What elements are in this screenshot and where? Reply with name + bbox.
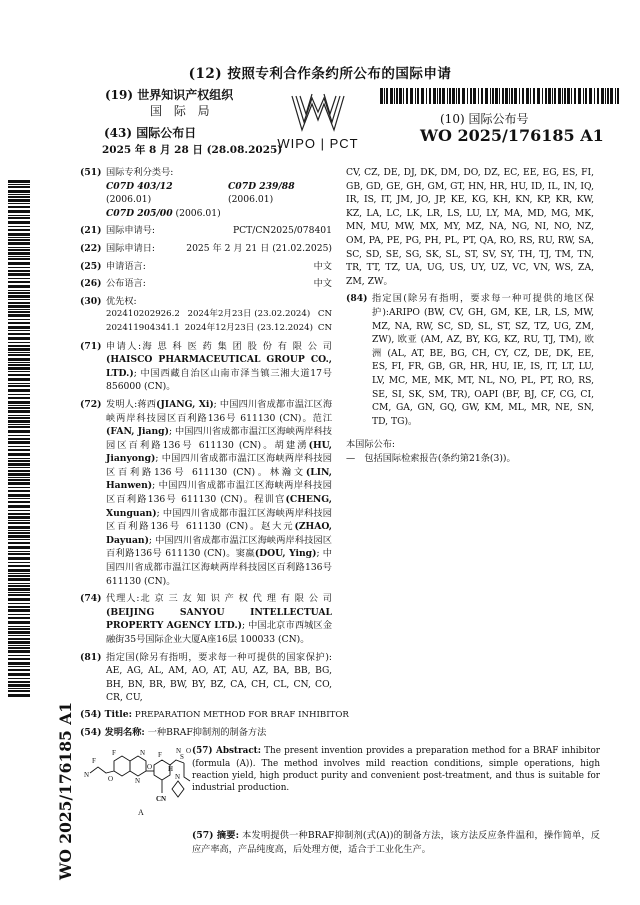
right-column [346,166,594,465]
section-72: (72) 发明人:蒋西(JIANG, Xi); 中国四川省成都市温江区海峡两岸科技园区百利路136号 611130 (CN)。范江(FAN, Jiang); 中国四川省成都市温江区海峡两岸科技园区百利路136号 611130 (CN)。胡建湧(HU, Jianyong); 中国四川省成都市温江区海峡两岸科技园区百利路136号 611130 (CN)。林瀚文(LIN, Hanwen); 中国四川省成都市温江区海峡两岸科技园区百利路136号 611130 (CN)。程训官(CHENG, Xunguan); 中国四川省成都市温江区海峡两岸科技园区百利路136号 611130 (CN)。赵大元(ZHAO, Dayuan); 中国四川省成都市温江区海峡两岸科技园区百利路136号 611130 (CN)。窦嬴(DOU, Ying); 中国四川省成都市温江区海峡两岸科技园区百利路136号 611130 (CN)。 [80,398,333,587]
pub-number-label: (10) 国际公布号 [440,112,529,126]
application-number: PCT/CN2025/078401 [232,225,332,237]
side-barcode [8,180,30,704]
logo-text: WIPO | PCT [277,136,359,151]
inventor-name: 胡建湧 [274,439,309,451]
section-51: (51) 国际专利分类号: C07D 403/12 (2006.01) C07D 239/88 (2006.01) C07D 205/00 (2006.01) [80,166,332,220]
section-30: (30) 优先权: 202410202926.2 2024年2月23日 (23.02.2024) CN 202411904341.1 2024年12月23日 (23.12.2024) CN [80,295,332,333]
inventor-name: 赵大元 [261,521,295,533]
atom-label: N [84,771,90,780]
atom-label: H [168,765,174,774]
atom-label: F [158,751,162,760]
org-bureau: 国 际 局 [150,104,214,118]
atom-label: O [186,747,192,756]
atom-label: O [108,775,114,784]
inventor-name: 蒋西 [137,398,157,410]
inventor-name: 范江 [312,412,333,424]
atom-label: N [135,777,141,786]
atom-label: F [112,749,116,758]
section-21: (21) 国际申请号: PCT/CN2025/078401 [80,225,332,237]
published-item: — 包括国际检索报告(条约第21条(3))。 [346,452,516,464]
barcode-icon [380,88,620,104]
filing-date: 2025 年 2 月 21 日 (21.02.2025) [186,242,332,254]
inventor-name: 窦嬴 [235,548,255,560]
header-barcode [380,88,620,108]
org-name: (19) 世界知识产权组织 [105,88,234,102]
designated-states: AE, AG, AL, AM, AO, AT, AU, AZ, BA, BB, BG, BH, BN, BR, BW, BY, BZ, CA, CH, CL, CN, CO, CR, CU, [106,665,332,704]
wipo-emblem-icon [262,90,374,154]
section-84: (84) 指定国(除另有指明，要求每一种可提供的地区保护):ARIPO (BW, CV, GH, GM, KE, LR, LS, MW, MZ, NA, RW, SC, SD, SL, ST, SZ, TZ, UG, ZM, ZW), 欧亚 (AM, AZ, BY, KG, KZ, RU, TJ, TM), 欧洲 (AL, AT, BE, BG, CH, CY, CZ, DE, DK, EE, ES, FI, FR, GB, GR, HR, HU, IE, IS, IT, LT, LU, LV, MC, ME, MK, MT, NL, NO, PL, PT, RO, RS, SE, SI, SK, SM, TR), OAPI (BF, BJ, CF, CG, CI, CM, GA, GN, GQ, GW, KM, ML, MR, NE, SN, TD, TG)。 [346,293,594,427]
ipc-label: 国际专利分类号: [106,167,174,178]
abstract-en: (57) Abstract: The present invention provides a preparation method for a BRAF inhibitor (formula (A)). The method involves mild reaction conditions, simple operations, high reaction yield, high product purity and convenient post-treatment, and thus is suitable for industrial production. [192,746,601,794]
wipo-pct-logo [262,90,374,158]
pub-date: 2025 年 8 月 28 日 (28.08.2025) [102,144,283,156]
pub-number: WO 2025/176185 A1 [420,126,604,145]
pub-date-label: (43) 国际公布日 [104,126,197,140]
side-pub-number: WO 2025/176185 A1 [56,701,75,880]
atom-label: N [175,773,181,782]
designated-states-cont: CV, CZ, DE, DJ, DK, DM, DO, DZ, EC, EE, EG, ES, FI, GB, GD, GE, GH, GM, GT, HN, HR, HU, ID, IL, IN, IQ, IR, IS, IT, JM, JO, JP, KE, KG, KH, KN, KP, KR, KW, KZ, LA, LC, LK, LR, LS, LU, LY, MA, MD, MG, MK, MN, MU, MW, MX, MY, MZ, NA, NG, NI, NO, NZ, OM, PA, PE, PG, PH, PL, PT, QA, RO, RS, RU, RW, SA, SC, SD, SE, SG, SK, SL, ST, SV, SY, TH, TJ, TM, TN, TR, TT, TZ, UA, UG, US, UY, UZ, VC, VN, WS, ZA, ZM, ZW。 [346,167,594,287]
agent-name: 北 京 三 友 知 识 产 权 代 理 有 限 公 司 [139,593,332,605]
section-25: (25) 申请语言: 中文 [80,260,332,272]
chemical-structure-figure [80,743,192,817]
bottom-section [80,708,600,856]
document-title: (12) 按照专利合作条约所公布的国际申请 [188,66,452,82]
vertical-barcode-icon [8,180,30,700]
published-label: 本国际公布: [346,439,396,451]
atom-label: N [176,747,182,756]
atom-label: S [180,753,184,762]
ipc-code: C07D 403/12 [106,180,173,192]
section-74: (74) 代理人:北 京 三 友 知 识 产 权 代 理 有 限 公 司 (BEIJING SANYOU INTELLECTUAL PROPERTY AGENCY LTD.); 中国北京市西城区金融街35号国际企业大厦A座16层 100033 (CN)。 [80,593,333,645]
abstract-zh: (57) 摘要: 本发明提供一种BRAF抑制剂(式(A))的制备方法，该方法反应条件温和，操作简单，反应产率高，产品纯度高，后处理方便，适合于工业化生产。 [192,830,600,855]
left-column [80,166,332,709]
atom-label: F [92,757,96,766]
formula-label: A [138,808,144,818]
abstract-block [80,743,600,819]
inventor-name: 林瀚文 [269,466,306,478]
section-71: (71) 申请人:海 思 科 医 药 集 团 股 份 有 限 公 司 (HAISCO PHARMACEUTICAL GROUP CO., LTD.); 中国西藏自治区山南市泽当镇三湘大道17号 856000 (CN)。 [80,340,332,393]
atom-label: O [147,763,153,772]
ipc-code: C07D 205/00 [106,207,173,219]
section-81: (81) 指定国(除另有指明，要求每一种可提供的国家保护): AE, AG, AL, AM, AO, AT, AU, AZ, BA, BB, BG, BH, BN, BR, BW, BY, BZ, CA, CH, CL, CN, CO, CR, CU, [80,651,332,704]
section-26: (26) 公布语言: 中文 [80,278,332,290]
designated-regions: ARIPO (BW, CV, GH, GM, KE, LR, LS, MW, MZ, NA, RW, SC, SD, SL, ST, SZ, TZ, UG, ZM, ZW), 欧亚 (AM, AZ, BY, KG, KZ, RU, TJ, TM), 欧洲 (AL, AT, BE, BG, CH, CY, CZ, DE, DK, EE, ES, FI, FR, GB, GR, HR, HU, IE, IS, IT, LT, LU, LV, MC, ME, MK, MT, NL, NO, PL, PT, RO, RS, SE, SI, SK, SM, TR), OAPI (BF, BJ, CF, CG, CI, CM, GA, GN, GQ, GW, KM, ML, MR, NE, SN, TD, TG)。 [372,306,594,427]
title-zh: (54) 发明名称: 一种BRAF抑制剂的制备方法 [80,727,267,739]
inventor-name: 程训官 [254,494,286,506]
atom-label: N [140,749,146,758]
section-22: (22) 国际申请日: 2025 年 2 月 21 日 (21.02.2025) [80,242,332,254]
applicant-name: 海 思 科 医 药 集 团 股 份 有 限 公 司 [141,340,332,352]
ipc-code: C07D 239/88 [228,180,295,192]
title-en: (54) Title: PREPARATION METHOD FOR BRAF INHIBITOR [80,709,349,720]
atom-label: CN [156,795,167,804]
